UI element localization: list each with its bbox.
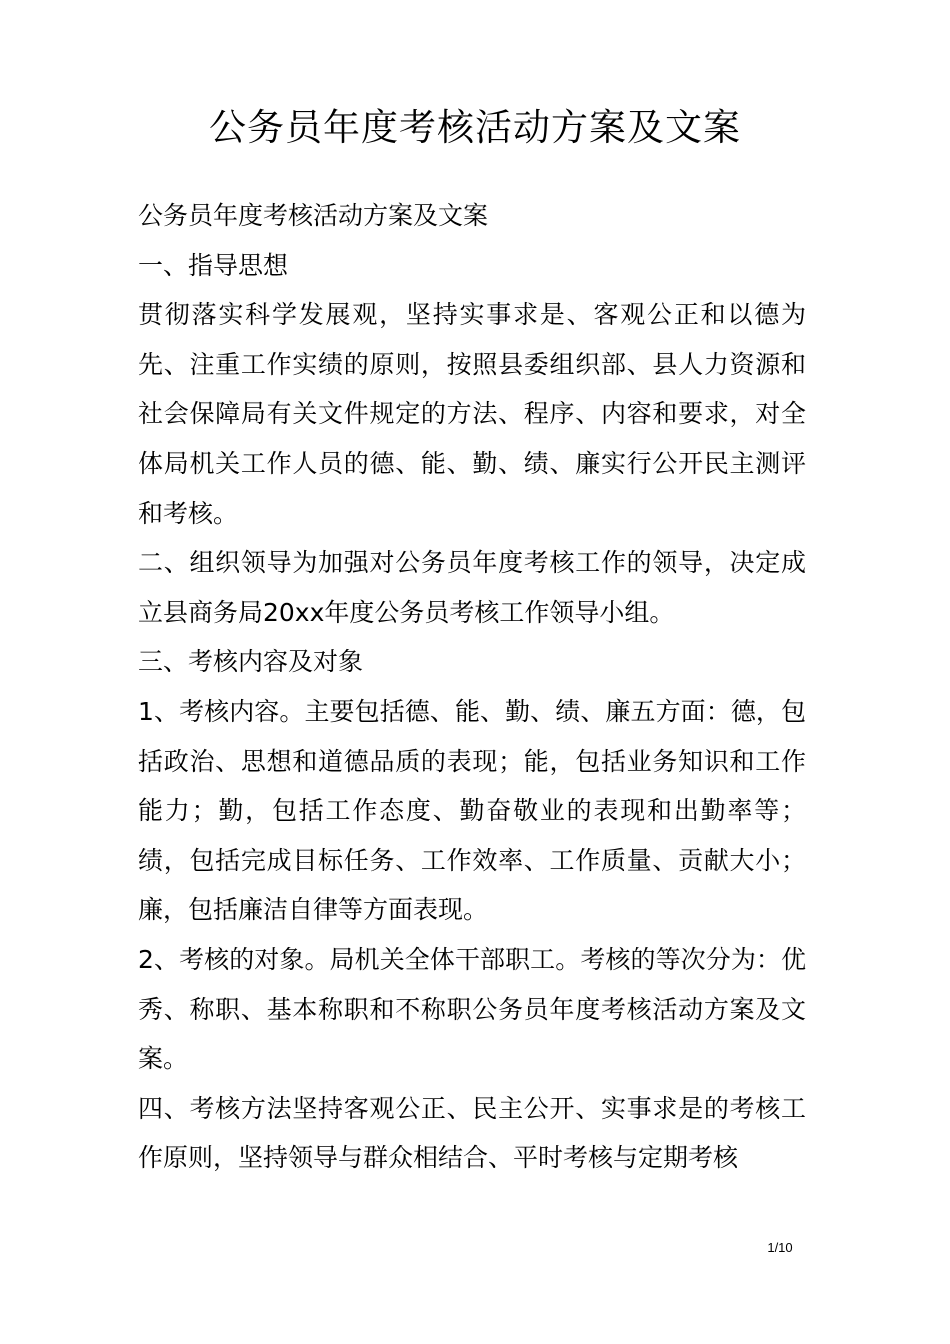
- heading-guiding-ideology: 一、指导思想: [138, 250, 289, 280]
- heading-assessment-content: 三、考核内容及对象: [138, 647, 364, 677]
- paragraph-assessment-method: 四、考核方法坚持客观公正、民主公开、实事求是的考核工作原则，坚持领导与群众相结合、平时考核与定期考核: [138, 1093, 806, 1173]
- paragraph-assessment-targets: 2、考核的对象。局机关全体干部职工。考核的等次分为：优秀、称职、基本称职和不称职公务员年度考核活动方案及文案。: [138, 944, 806, 1074]
- page-number: 1/10: [767, 1240, 793, 1255]
- paragraph-assessment-content: 1、考核内容。主要包括德、能、勤、绩、廉五方面：德，包括政治、思想和道德品质的表现；能，包括业务知识和工作能力；勤，包括工作态度、勤奋敬业的表现和出勤率等；绩，包括完成目标任务、工作效率、工作质量、贡献大小；廉，包括廉洁自律等方面表现。: [138, 696, 806, 925]
- paragraph-subtitle: 公务员年度考核活动方案及文案: [138, 201, 489, 230]
- paragraph-organization-leadership: 二、组织领导为加强对公务员年度考核工作的领导，决定成立县商务局20xx年度公务员考核工作领导小组。: [138, 548, 806, 627]
- paragraph-guiding-ideology: 贯彻落实科学发展观，坚持实事求是、客观公正和以德为先、注重工作实绩的原则，按照县委组织部、县人力资源和社会保障局有关文件规定的方法、程序、内容和要求，对全体局机关工作人员的德、能、勤、绩、廉实行公开民主测评和考核。: [138, 300, 806, 528]
- document-body: [138, 191, 806, 1183]
- document-title: 公务员年度考核活动方案及文案: [209, 106, 741, 149]
